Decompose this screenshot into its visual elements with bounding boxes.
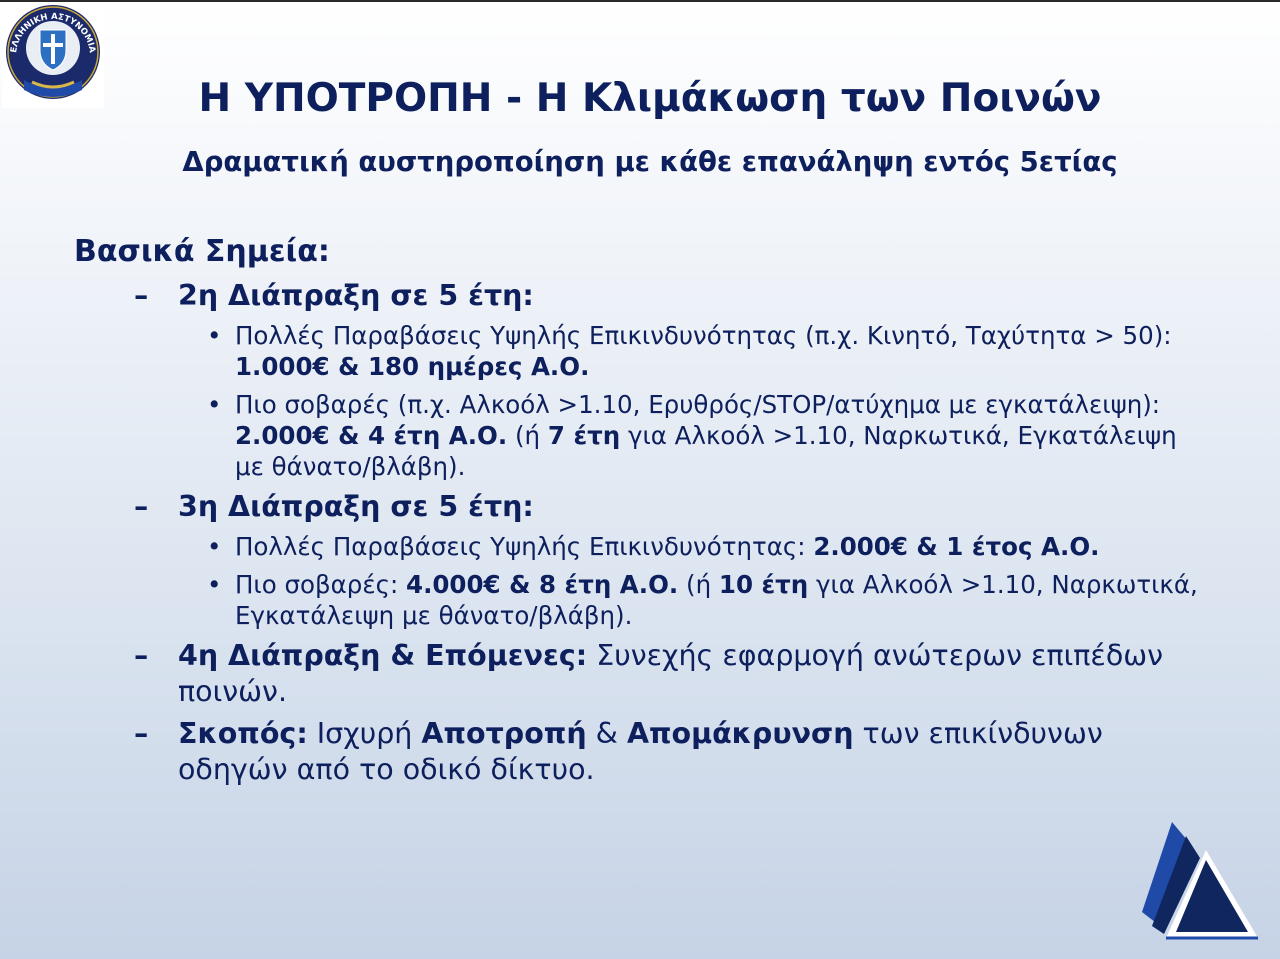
dash-marker: – (134, 279, 149, 312)
goal-heading: Σκοπός: (178, 717, 308, 750)
bullet-text: Πολλές Παραβάσεις Υψηλής Επικινδυνότητας (π.χ. Κινητό, Ταχύτητα > 50): (235, 321, 1172, 350)
third-offense-bullet-2 (74, 569, 1204, 631)
logo-text: ΕΛΛΗΝΙΚΗ ΑΣΤΥΝΟΜΙΑ (9, 11, 97, 54)
dash-marker: – (134, 717, 149, 750)
penalty-text: 7 έτη (547, 421, 621, 450)
slide-subtitle: Δραματική αυστηροποίηση με κάθε επανάληψη εντός 5ετίας (182, 146, 1118, 178)
bullet-text: Πολλές Παραβάσεις Υψηλής Επικινδυνότητας: (235, 532, 814, 561)
penalty-text: 4.000€ & 8 έτη Α.Ο. (406, 570, 679, 599)
second-offense-item (74, 278, 1204, 314)
goal-text: Ισχυρή (307, 717, 422, 750)
penalty-text: 1.000€ & 180 ημέρες Α.Ο. (235, 352, 590, 381)
second-offense-bullet-2 (74, 389, 1204, 482)
penalty-text: 2.000€ & 1 έτος Α.Ο. (813, 532, 1100, 561)
second-offense-bullet-1 (74, 320, 1204, 382)
bullet-text: (ή (507, 421, 548, 450)
top-border-line (0, 0, 1280, 2)
goal-text: & (586, 717, 627, 750)
third-offense-bullet-1 (74, 531, 1204, 562)
bullet-marker: • (207, 570, 222, 599)
bullet-marker: • (207, 321, 222, 350)
slide-body (74, 232, 1204, 794)
third-offense-heading: 3η Διάπραξη σε 5 έτη: (178, 490, 534, 523)
triangle-logo-icon (1136, 816, 1260, 942)
bullet-text: (ή (678, 570, 719, 599)
goal-emphasis: Αποτροπή (421, 717, 587, 750)
slide-title: Η ΥΠΟΤΡΟΠΗ - Η Κλιμάκωση των Ποινών (198, 76, 1102, 121)
goal-text: των επικίνδυνων οδηγών από το οδικό δίκτυο. (178, 717, 1103, 786)
dash-marker: – (134, 490, 149, 523)
bullet-marker: • (207, 532, 222, 561)
fourth-offense-heading: 4η Διάπραξη & Επόμενες: (178, 639, 588, 672)
key-points-heading: Βασικά Σημεία: (74, 234, 330, 269)
dash-marker: – (134, 639, 149, 672)
bullet-marker: • (207, 390, 222, 419)
goal-item (74, 716, 1204, 788)
bullet-text: Πιο σοβαρές (π.χ. Αλκοόλ >1.10, Ερυθρός/STOP/ατύχημα με εγκατάλειψη): (235, 390, 1161, 419)
third-offense-item (74, 489, 1204, 525)
second-offense-heading: 2η Διάπραξη σε 5 έτη: (178, 279, 534, 312)
bullet-text: για Αλκοόλ >1.10, Ναρκωτικά, Εγκατάλειψη με θάνατο/βλάβη). (235, 421, 1177, 481)
fourth-offense-text: Συνεχής εφαρμογή ανώτερων επιπέδων ποινών. (178, 639, 1164, 708)
penalty-text: 2.000€ & 4 έτη Α.Ο. (235, 421, 508, 450)
penalty-text: 10 έτη (718, 570, 809, 599)
fourth-offense-item (74, 638, 1204, 710)
bullet-text: Πιο σοβαρές: (235, 570, 407, 599)
bullet-text: για Αλκοόλ >1.10, Ναρκωτικά, Εγκατάλειψη με θάνατο/βλάβη). (235, 570, 1198, 630)
goal-emphasis: Απομάκρυνση (626, 717, 854, 750)
